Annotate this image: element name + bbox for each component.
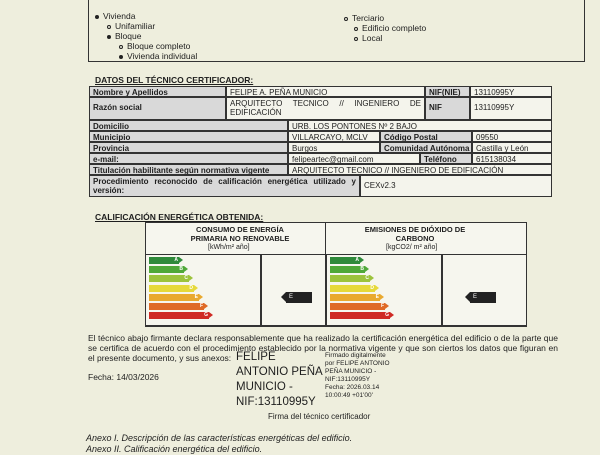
emisiones-scale-bar-d bbox=[330, 285, 375, 292]
nombre-value: FELIPE A. PEÑA MUNICIO bbox=[226, 86, 425, 97]
emisiones-scale-letter: D bbox=[370, 284, 374, 291]
open-bullet-icon bbox=[107, 25, 111, 29]
emisiones-scale-bar-f bbox=[330, 303, 385, 310]
nif-value: 13110995Y bbox=[470, 86, 552, 97]
signer-name-line: ANTONIO PEÑA bbox=[236, 366, 323, 378]
consumo-scale-bar-c bbox=[149, 275, 189, 282]
bullet-icon bbox=[119, 55, 123, 59]
domicilio-label: Domicilio bbox=[89, 120, 288, 131]
emisiones-scale-letter: B bbox=[360, 266, 364, 273]
declaracion-text: El técnico abajo firmante declara responsablemente que ha realizado la certificación energética del edificio o de la parte que se certifica de acuerdo con el procedimiento establecido por la normativa vigente y que son ciertos los datos que figuran en el presente documento, y sus anexos: bbox=[88, 333, 558, 363]
consumo-unit: [kWh/m² año] bbox=[208, 244, 250, 251]
consumo-scale-bar-b bbox=[149, 266, 184, 273]
right-item bbox=[344, 33, 426, 43]
open-bullet-icon bbox=[354, 37, 358, 41]
bullet-icon bbox=[107, 35, 111, 39]
uses-right-list bbox=[344, 13, 426, 43]
left-item bbox=[95, 51, 197, 61]
emisiones-scale-letter: E bbox=[375, 293, 379, 300]
nif2-label: NIF bbox=[425, 97, 470, 120]
left-item bbox=[95, 41, 197, 51]
municipio-value: VILLARCAYO, MCLV bbox=[288, 131, 380, 142]
consumo-scale-letter: E bbox=[194, 293, 198, 300]
left-label: Bloque completo bbox=[127, 41, 191, 51]
email-value: felipeartec@gmail.com bbox=[288, 153, 420, 164]
consumo-scale-bar-d bbox=[149, 285, 194, 292]
left-label: Unifamiliar bbox=[115, 21, 156, 31]
digital-signature-details bbox=[325, 352, 390, 400]
consumo-scale-bar-a bbox=[149, 257, 179, 264]
ca-label: Comunidad Autónoma bbox=[380, 142, 472, 153]
building-use-box bbox=[88, 0, 585, 62]
municipio-label: Municipio bbox=[89, 131, 288, 142]
calificacion-heading: CALIFICACIÓN ENERGÉTICA OBTENIDA: bbox=[95, 212, 264, 222]
left-label: Bloque bbox=[115, 31, 142, 41]
emisiones-scale-bar-g bbox=[330, 312, 390, 319]
emisiones-scale-letter: C bbox=[365, 275, 369, 282]
consumo-scale-bar-f bbox=[149, 303, 204, 310]
consumo-result-frame bbox=[260, 254, 327, 326]
signer-name-line: NIF:13110995Y bbox=[236, 396, 316, 408]
telefono-value: 615138034 bbox=[472, 153, 552, 164]
digital-signature-line: NIF:13110995Y bbox=[325, 376, 371, 383]
nombre-label: Nombre y Apellidos bbox=[89, 86, 226, 97]
procedimiento-label: Procedimiento reconocido de calificación energética utilizado y versión: bbox=[89, 175, 360, 197]
consumo-title: CONSUMO DE ENERGÍA PRIMARIA NO RENOVABLE bbox=[190, 225, 290, 243]
right-label: Terciario bbox=[352, 13, 385, 23]
right-label: Edificio completo bbox=[362, 23, 427, 33]
cp-label: Código Postal bbox=[380, 131, 472, 142]
emisiones-scale-bar-b bbox=[330, 266, 365, 273]
consumo-scale-bar-e bbox=[149, 294, 199, 301]
fecha-label: Fecha: 14/03/2026 bbox=[88, 372, 159, 382]
consumo-scale-letter: G bbox=[204, 312, 208, 319]
anexo-item: Anexo II. Calificación energética del edificio. bbox=[86, 444, 263, 454]
tecnico-heading: DATOS DEL TÉCNICO CERTIFICADOR: bbox=[95, 75, 254, 85]
domicilio-value: URB. LOS PONTONES Nº 2 BAJO bbox=[288, 120, 552, 131]
digital-signature-line: 10:00:49 +01'00' bbox=[325, 392, 373, 399]
digital-signature-line: PEÑA MUNICIO - bbox=[325, 368, 377, 375]
consumo-rating-marker: E bbox=[286, 292, 312, 303]
emisiones-unit: [kgCO2/ m² año] bbox=[386, 244, 438, 251]
consumo-scale-bar-g bbox=[149, 312, 209, 319]
consumo-scale-letter: D bbox=[189, 284, 193, 291]
firma-caption: Firma del técnico certificador bbox=[268, 412, 371, 421]
nif-label: NIF(NIE) bbox=[425, 86, 470, 97]
provincia-label: Provincia bbox=[89, 142, 288, 153]
emisiones-result-frame bbox=[441, 254, 527, 326]
signature-name-block bbox=[236, 350, 323, 410]
open-bullet-icon bbox=[344, 17, 348, 21]
digital-signature-line: Firmado digitalmente bbox=[325, 352, 386, 359]
emisiones-scale-letter: G bbox=[385, 312, 389, 319]
signer-name-line: MUNICIO - bbox=[236, 381, 293, 393]
right-item bbox=[344, 23, 426, 33]
nif2-value: 13110995Y bbox=[470, 97, 552, 120]
titulacion-label: Titulación habilitante según normativa vigente bbox=[89, 164, 288, 175]
emisiones-scale-bar-c bbox=[330, 275, 370, 282]
uses-left-list bbox=[95, 11, 197, 61]
right-item bbox=[344, 13, 426, 23]
consumo-scale-letter: F bbox=[199, 303, 203, 309]
emisiones-rating-marker: E bbox=[470, 292, 496, 303]
telefono-label: Teléfono bbox=[420, 153, 472, 164]
razon-label: Razón social bbox=[89, 97, 226, 120]
left-item bbox=[95, 21, 197, 31]
right-label: Local bbox=[362, 33, 383, 43]
emisiones-scale-bar-e bbox=[330, 294, 380, 301]
anexos-list bbox=[86, 433, 352, 455]
signer-name-line: FELIPE bbox=[236, 351, 276, 363]
digital-signature-line: por FELIPE ANTONIO bbox=[325, 360, 390, 367]
emisiones-title: EMISIONES DE DIÓXIDO DE CARBONO bbox=[364, 225, 466, 243]
bullet-icon bbox=[95, 15, 99, 19]
open-bullet-icon bbox=[354, 27, 358, 31]
ca-value: Castilla y León bbox=[472, 142, 552, 153]
consumo-scale-letter: A bbox=[174, 257, 178, 263]
left-item bbox=[95, 11, 197, 21]
open-bullet-icon bbox=[119, 45, 123, 49]
consumo-scale-letter: C bbox=[184, 275, 188, 282]
left-label: Vivienda bbox=[103, 11, 136, 21]
razon-value: ARQUITECTO TECNICO // INGENIERO DE EDIFICACIÓN bbox=[226, 97, 425, 120]
cp-value: 09550 bbox=[472, 131, 552, 142]
procedimiento-value: CEXv2.3 bbox=[360, 175, 552, 197]
emisiones-scale-letter: F bbox=[380, 303, 384, 309]
email-label: e-mail: bbox=[89, 153, 288, 164]
emisiones-scale-bar-a bbox=[330, 257, 360, 264]
digital-signature-line: Fecha: 2026.03.14 bbox=[325, 384, 380, 391]
provincia-value: Burgos bbox=[288, 142, 380, 153]
anexo-item: Anexo I. Descripción de las características energéticas del edificio. bbox=[86, 433, 353, 443]
consumo-scale-letter: B bbox=[179, 266, 183, 273]
left-item bbox=[95, 31, 197, 41]
emisiones-scale-letter: A bbox=[355, 257, 359, 263]
titulacion-value: ARQUITECTO TECNICO // INGENIERO DE EDIFICACIÓN bbox=[288, 164, 552, 175]
left-label: Vivienda individual bbox=[127, 51, 198, 61]
